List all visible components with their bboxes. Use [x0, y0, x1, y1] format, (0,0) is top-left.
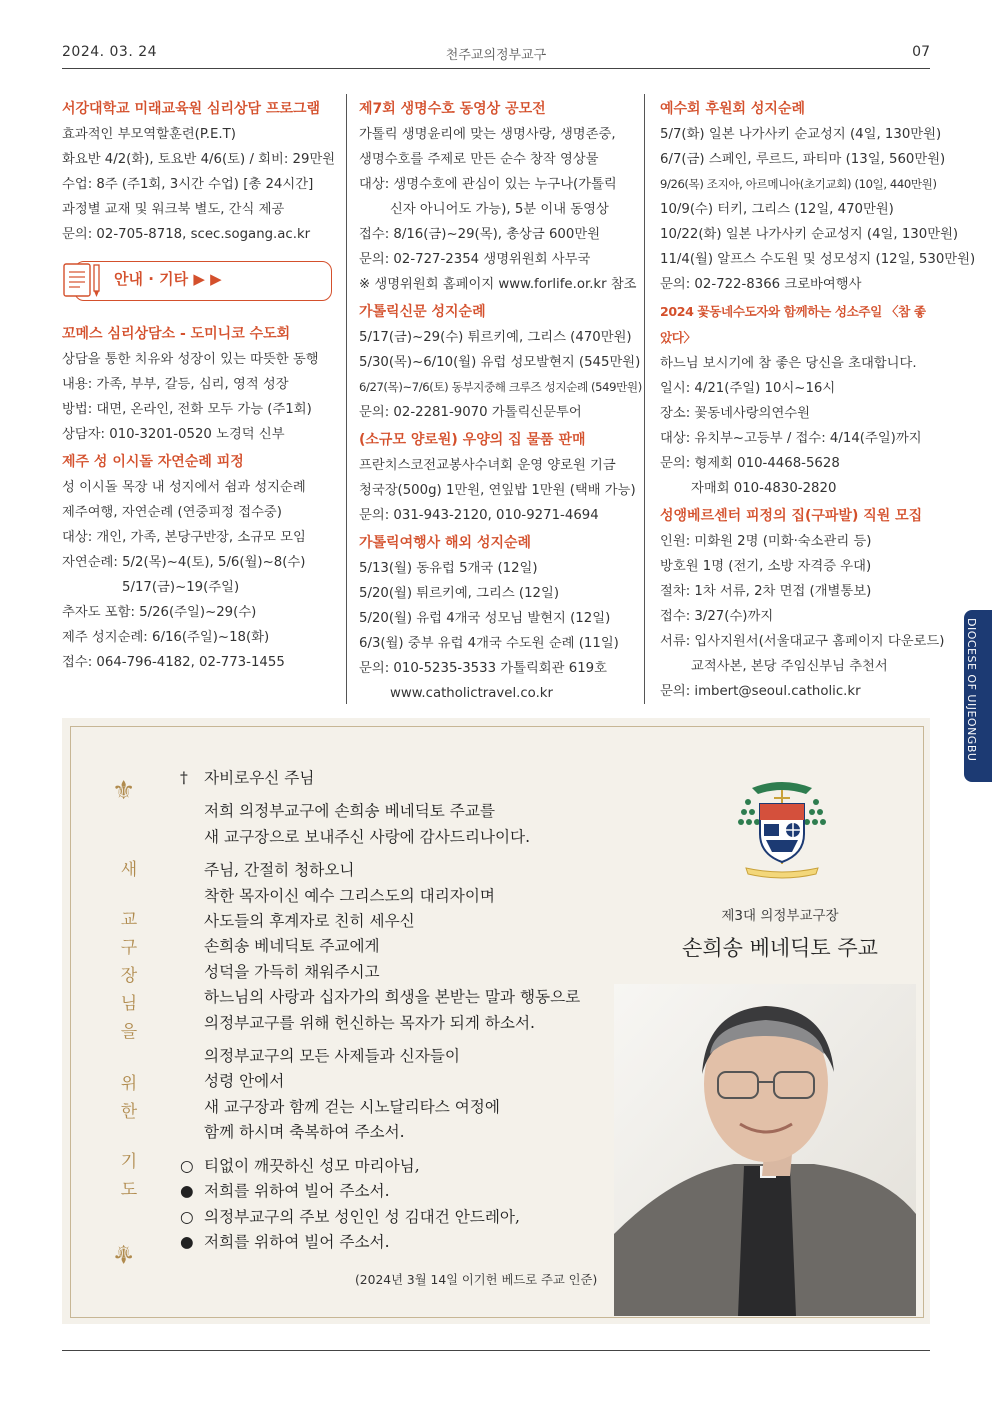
text-line: 과정별 교재 및 워크북 별도, 간식 제공	[62, 202, 285, 217]
text-line: 청국장(500g) 1만원, 연잎밥 1만원 (택배 가능)	[359, 483, 636, 498]
text-line: 신자 아니어도 가능), 5분 이내 동영상	[390, 202, 609, 217]
text-line: 문의: 02-705-8718, scec.sogang.ac.kr	[62, 227, 311, 242]
text-line: 상담을 통한 치유와 성장이 있는 따뜻한 동행	[62, 352, 319, 367]
cross-icon: †	[180, 769, 188, 787]
text-line: 문의: 031-943-2120, 010-9271-4694	[359, 508, 599, 523]
title-char: 을	[120, 1022, 138, 1042]
text-line: 대상: 생명수호에 관심이 있는 누구나(가톨릭	[359, 177, 617, 192]
page-number: 07	[912, 44, 930, 60]
text-line: 성덕을 가득히 채워주시고	[204, 962, 380, 981]
text-line: 상담자: 010-3201-0520 노경덕 신부	[62, 427, 285, 442]
text-line: 제주 성지순례: 6/16(주일)~18(화)	[62, 630, 270, 645]
text-line: 서류: 입사지원서(서울대교구 홈페이지 다운로드)	[660, 634, 945, 649]
circle-filled-icon: ●	[180, 1232, 194, 1251]
fleur-ornament-icon: ⚜	[112, 776, 136, 806]
text-line: 문의: 형제회 010-4468-5628	[660, 456, 840, 471]
section-jesuit-pilgrimage	[660, 96, 976, 297]
text-line: 새 교구장과 함께 걷는 시노달리타스 여정에	[204, 1097, 500, 1116]
text-line: 저희를 위하여 빌어 주소서.	[204, 1182, 390, 1201]
approval-note: (2024년 3월 14일 이기헌 베드로 주교 인준)	[355, 1273, 598, 1287]
response-line	[180, 1230, 580, 1255]
text-line: www.catholictravel.co.kr	[390, 686, 553, 701]
category-tag	[62, 261, 334, 301]
section-title: 가톨릭신문 성지순례	[359, 304, 486, 320]
column-divider	[346, 94, 347, 704]
bishop-title: 제3대 의정부교구장	[721, 908, 839, 924]
title-char: 장	[120, 966, 138, 986]
text-line: 수업: 8주 (주1회, 3시간 수업) [총 24시간]	[62, 177, 314, 192]
text-line: 문의: 02-2281-9070 가톨릭신문투어	[359, 405, 582, 420]
text-line: 10/9(수) 터키, 그리스 (12일, 470만원)	[660, 202, 894, 217]
text-line: 접수: 064-796-4182, 02-773-1455	[62, 655, 285, 670]
text-line: 6/27(목)~7/6(토) 동부지중해 크루즈 성지순례 (549만원)	[359, 380, 642, 394]
section-title: (소규모 양로원) 우양의 집 물품 판매	[359, 432, 586, 448]
column-2	[359, 94, 642, 706]
section-catholic-travel	[359, 530, 635, 706]
title-char: 한	[120, 1102, 138, 1122]
section-sogang	[62, 96, 334, 247]
text-line: 프란치스코전교봉사수녀회 운영 양로원 기금	[359, 458, 616, 473]
circle-open-icon: ○	[180, 1207, 194, 1226]
title-char: 님	[120, 994, 138, 1014]
response-line	[180, 1154, 580, 1179]
text-line: 문의: 02-727-2354 생명위원회 사무국	[359, 252, 591, 267]
text-line: 5/20(월) 유럽 4개국 성모님 발현지 (12일)	[359, 611, 611, 626]
section-title: 제7회 생명수호 동영상 공모전	[359, 101, 546, 117]
text-line: 저희 의정부교구에 손희송 베네딕토 주교를	[204, 802, 495, 821]
tag-label: 안내 · 기타 ▶ ▶	[114, 270, 222, 288]
text-line: 5/7(화) 일본 나가사키 순교성지 (4일, 130만원)	[660, 127, 942, 142]
text-line: 문의: 010-5235-3533 가톨릭회관 619호	[359, 661, 607, 676]
text-line: 성 이시돌 목장 내 성지에서 쉼과 성지순례	[62, 480, 306, 495]
title-char: 교	[120, 910, 138, 930]
text-line: 교적사본, 본당 주임신부님 추천서	[691, 659, 888, 674]
text-line: 접수: 8/16(금)~29(목), 총상금 600만원	[359, 227, 601, 242]
text-line: 접수: 3/27(수)까지	[660, 609, 774, 624]
text-line: 5/30(목)~6/10(월) 유럽 성모발현지 (545만원)	[359, 355, 641, 370]
text-line: 10/22(화) 일본 나가사키 순교성지 (4일, 130만원)	[660, 227, 959, 242]
text-line: 내용: 가족, 부부, 갈등, 심리, 영적 성장	[62, 377, 289, 392]
section-jeju	[62, 449, 334, 675]
column-1	[62, 94, 334, 675]
section-title: 가톨릭여행사 해외 성지순례	[359, 535, 532, 551]
text-line: 새 교구장으로 보내주신 사랑에 감사드리나이다.	[204, 827, 531, 846]
text-line: 의정부교구의 주보 성인인 성 김대건 안드레아,	[204, 1207, 520, 1226]
section-title: 예수회 후원회 성지순례	[660, 101, 805, 117]
text-line: 하느님 보시기에 참 좋은 당신을 초대합니다.	[660, 356, 917, 371]
text-line: 일시: 4/21(주일) 10시~16시	[660, 381, 836, 396]
text-line: 방법: 대면, 온라인, 전화 모두 가능 (주1회)	[62, 402, 312, 417]
section-title: 서강대학교 미래교육원 심리상담 프로그램	[62, 101, 321, 117]
side-tab-label: DIOCESE OF UIJEONGBU	[965, 618, 978, 762]
text-line: 자비로우신 주님	[204, 769, 315, 787]
text-line: 함께 하시며 축복하여 주소서.	[204, 1123, 405, 1142]
text-line: 화요반 4/2(화), 토요반 4/6(토) / 회비: 29만원	[62, 152, 336, 167]
section-title: 제주 성 이시돌 자연순례 피정	[62, 454, 244, 470]
text-line: 5/17(금)~19(주일)	[122, 580, 240, 595]
header-rule	[62, 68, 930, 69]
title-char: 위	[120, 1074, 138, 1094]
text-line: 자매회 010-4830-2820	[691, 481, 837, 496]
bishop-coat-of-arms	[732, 780, 832, 880]
text-line: 추자도 포함: 5/26(주일)~29(수)	[62, 605, 257, 620]
footer-rule	[62, 1350, 930, 1351]
text-line: 5/17(금)~29(수) 튀르키예, 그리스 (470만원)	[359, 330, 632, 345]
title-char: 도	[120, 1180, 138, 1200]
circle-open-icon: ○	[180, 1156, 194, 1175]
section-title: 2024 꽃동네수도자와 함께하는 성소주일 〈참 좋았다〉	[660, 304, 926, 345]
text-line: 9/26(목) 조지아, 아르메니아(초기교회) (10일, 440만원)	[660, 177, 937, 191]
text-line: 생명수호를 주제로 만든 순수 창작 영상물	[359, 152, 599, 167]
text-line: 착한 목자이신 예수 그리스도의 대리자이며	[204, 886, 495, 905]
section-life-contest	[359, 96, 635, 297]
text-line: 사도들의 후계자로 친히 세우신	[204, 912, 415, 931]
section-title: 성앵베르센터 피정의 집(구파발) 직원 모집	[660, 508, 923, 524]
title-char: 새	[120, 860, 138, 880]
prayer-opening	[180, 766, 580, 791]
bishop-portrait	[614, 984, 916, 1316]
title-char: 기	[120, 1152, 138, 1172]
text-line: 장소: 꽃동네사랑의연수원	[660, 406, 810, 421]
circle-filled-icon: ●	[180, 1182, 194, 1201]
text-line: 의정부교구의 모든 사제들과 신자들이	[204, 1047, 460, 1066]
side-tab	[964, 610, 992, 782]
fleur-ornament-icon: ⚜	[112, 1238, 136, 1268]
text-line: 인원: 미화원 2명 (미화·숙소관리 등)	[660, 534, 872, 549]
page-header	[62, 44, 930, 68]
text-line: 효과적인 부모역할훈련(P.E.T)	[62, 127, 236, 142]
prayer-vertical-title	[114, 855, 144, 1203]
section-catholic-times-pilgrimage	[359, 299, 642, 425]
text-line: 5/13(월) 동유럽 5개국 (12일)	[359, 561, 538, 576]
section-comes	[62, 321, 334, 447]
text-line: 절차: 1차 서류, 2차 면접 (개별통보)	[660, 584, 872, 599]
section-vocation-sunday	[660, 299, 936, 501]
text-line: 대상: 유치부~고등부 / 접수: 4/14(주일)까지	[660, 431, 922, 446]
section-imbert-recruit	[660, 503, 945, 704]
response-line	[180, 1205, 580, 1230]
text-line: 6/7(금) 스페인, 루르드, 파티마 (13일, 560만원)	[660, 152, 946, 167]
text-line: 방호원 1명 (전기, 소방 자격증 우대)	[660, 559, 872, 574]
text-line: 의정부교구를 위해 헌신하는 목자가 되게 하소서.	[204, 1013, 536, 1032]
text-line: ※ 생명위원회 홈페이지 www.forlife.or.kr 참조	[359, 277, 637, 292]
notepad-icon	[62, 261, 106, 301]
text-line: 5/20(월) 튀르키예, 그리스 (12일)	[359, 586, 560, 601]
text-line: 저희를 위하여 빌어 주소서.	[204, 1232, 390, 1251]
text-line: 주님, 간절히 청하오니	[204, 861, 355, 880]
issue-date: 2024. 03. 24	[62, 44, 158, 60]
section-nursing-home-sale	[359, 427, 635, 528]
text-line: 11/4(월) 알프스 수도원 및 성모성지 (12일, 530만원)	[660, 252, 976, 267]
title-char: 구	[120, 938, 138, 958]
text-line: 성령 안에서	[204, 1072, 285, 1091]
text-line: 문의: imbert@seoul.catholic.kr	[660, 684, 861, 699]
response-line	[180, 1179, 580, 1204]
section-title: 꼬메스 심리상담소 - 도미니코 수도회	[62, 326, 291, 342]
text-line: 문의: 02-722-8366 크로바여행사	[660, 277, 862, 292]
text-line: 자연순례: 5/2(목)~4(토), 5/6(월)~8(수)	[62, 555, 306, 570]
text-line: 하느님의 사랑과 십자가의 희생을 본받는 말과 행동으로	[204, 988, 581, 1007]
text-line: 대상: 개인, 가족, 본당구반장, 소규모 모임	[62, 530, 306, 545]
text-line: 손희송 베네딕토 주교에게	[204, 937, 380, 956]
prayer-text	[180, 766, 580, 1255]
publication-name: 천주교의정부교구	[445, 48, 547, 63]
text-line: 제주여행, 자연순례 (연중피정 접수중)	[62, 505, 282, 520]
text-line: 가톨릭 생명윤리에 맞는 생명사랑, 생명존중,	[359, 127, 616, 142]
text-line: 6/3(월) 중부 유럽 4개국 수도원 순례 (11일)	[359, 636, 619, 651]
text-line: 티없이 깨끗하신 성모 마리아님,	[204, 1156, 420, 1175]
bishop-name: 손희송 베네딕토 주교	[682, 936, 878, 960]
column-divider	[644, 94, 645, 704]
